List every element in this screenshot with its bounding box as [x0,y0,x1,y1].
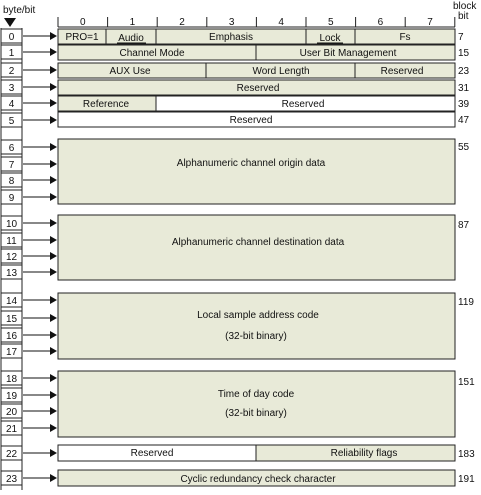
bit-number: 5 [328,17,334,28]
field-destination-data: Alphanumeric channel destination data [171,237,345,248]
field-local-sample-line1: Local sample address code [197,310,319,321]
field-word-length: Word Length [252,66,310,77]
byte-number: 8 [8,176,15,187]
field-pro: PRO=1 [65,32,99,43]
byte-number: 20 [5,407,18,418]
byte-number: 4 [8,99,15,110]
block-bit-number: 15 [458,48,470,59]
block-time-of-day [58,371,455,437]
block-local-sample-address [58,293,455,359]
block-bit-number: 87 [458,220,470,231]
field-local-sample-line2: (32-bit binary) [225,331,287,342]
block-origin-data [58,139,455,204]
block-bit-number: 55 [458,142,470,153]
byte-number: 3 [8,83,15,94]
byte-number: 17 [5,347,18,358]
field-crc: Cyclic redundancy check character [180,474,336,485]
field-channel-mode: Channel Mode [119,48,185,59]
block-label-line2: bit [458,11,469,22]
byte-number: 13 [5,268,18,279]
field-user-bit-management: User Bit Management [299,48,397,59]
byte-number: 10 [5,219,18,230]
field-audio: Audio [118,33,144,44]
byte-number: 11 [6,236,17,247]
byte-number: 0 [8,32,15,43]
field-aux-use: AUX Use [109,66,151,77]
field-time-of-day-line2: (32-bit binary) [225,408,287,419]
byte-bit-corner-label: byte/bit [3,5,36,16]
field-emphasis: Emphasis [209,32,253,43]
byte-number: 12 [5,252,18,263]
block-bit-number: 31 [458,83,470,94]
field-time-of-day-line1: Time of day code [217,389,295,400]
byte-number: 19 [5,391,18,402]
byte-number: 2 [8,66,15,77]
byte-number: 1 [8,48,15,59]
block-bit-number: 47 [458,115,470,126]
bit-number: 1 [129,17,136,28]
bit-number: 2 [179,17,185,28]
byte-index-column [1,18,57,490]
block-bit-number: 7 [458,32,464,43]
byte-number: 15 [5,314,18,325]
bit-number: 7 [427,17,433,28]
byte-number: 21 [5,424,18,435]
block-bit-number: 119 [458,297,474,308]
field-reserved-byte22: Reserved [130,448,174,459]
bit-number: 3 [228,17,235,28]
byte-number: 9 [8,193,15,204]
byte-number: 22 [5,449,18,460]
block-bit-number: 23 [458,66,470,77]
bit-number: 6 [377,17,384,28]
field-fs: Fs [399,32,411,43]
block-label-line1: block [453,1,477,12]
block-bit-number: 39 [458,99,470,110]
byte-number: 6 [8,143,15,154]
byte-number: 18 [5,374,18,385]
byte-number: 14 [5,296,18,307]
block-bit-number: 183 [458,449,475,460]
block-bit-number: 151 [458,377,475,388]
field-reference: Reference [82,99,130,110]
bit-number: 4 [278,17,284,28]
byte-number: 5 [8,116,15,127]
block-bit-number: 191 [458,474,475,485]
bit-number: 0 [80,17,86,28]
field-origin-data: Alphanumeric channel origin data [176,158,326,169]
field-reserved-byte5: Reserved [229,115,273,126]
byte-number: 23 [5,474,18,485]
field-reserved-byte2: Reserved [380,66,424,77]
field-reserved-byte4: Reserved [281,99,325,110]
byte-number: 16 [5,331,18,342]
field-reserved-byte3: Reserved [236,83,280,94]
down-arrow-icon [4,18,16,27]
field-reliability-flags: Reliability flags [330,448,398,459]
bit-ruler [58,17,455,28]
field-lock: Lock [319,33,341,44]
byte-number: 7 [8,160,15,171]
block-bit-labels [458,32,475,485]
